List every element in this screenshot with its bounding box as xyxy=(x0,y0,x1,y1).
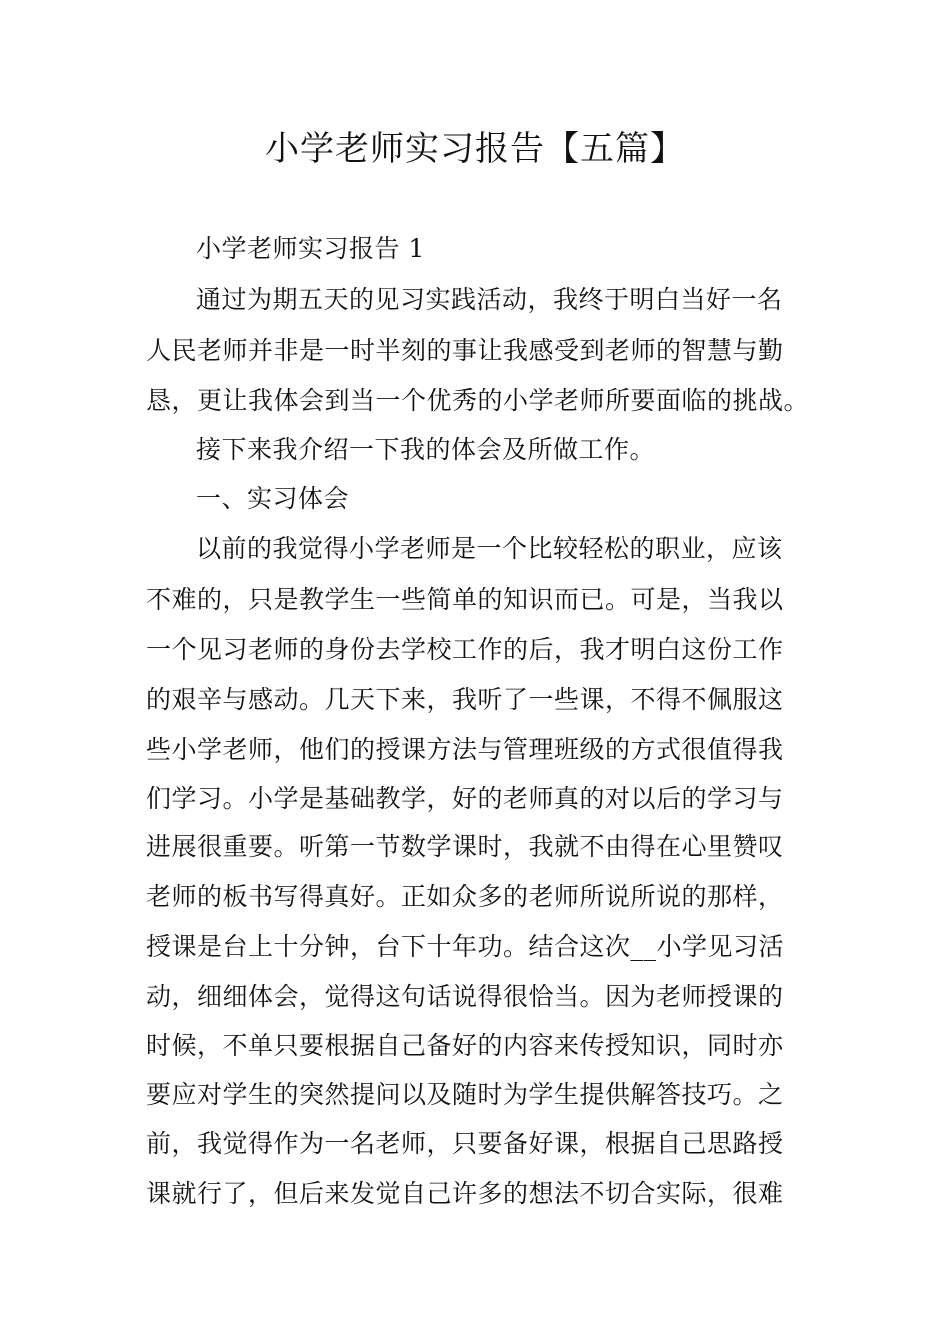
paragraph-line: 以前的我觉得小学老师是一个比较轻松的职业，应该 xyxy=(196,534,783,563)
paragraph-line: 课就行了，但后来发觉自己许多的想法不切合实际，很难 xyxy=(146,1179,784,1208)
document-title: 小学老师实习报告【五篇】 xyxy=(265,129,685,169)
paragraph-line: 人民老师并非是一时半刻的事让我感受到老师的智慧与勤 xyxy=(146,336,784,365)
paragraph-line: 前，我觉得作为一名老师，只要备好课，根据自己思路授 xyxy=(146,1129,784,1158)
paragraph-line: 们学习。小学是基础教学，好的老师真的对以后的学习与 xyxy=(146,784,784,813)
paragraph-line: 恳，更让我体会到当一个优秀的小学老师所要面临的挑战。 xyxy=(146,386,810,415)
paragraph-line: 老师的板书写得真好。正如众多的老师所说所说的那样， xyxy=(146,882,784,911)
subsection-heading: 一、实习体会 xyxy=(196,484,350,513)
paragraph-line: 的艰辛与感动。几天下来，我听了一些课，不得不佩服这 xyxy=(146,685,784,714)
paragraph-line: 不难的，只是教学生一些简单的知识而已。可是，当我以 xyxy=(146,585,784,614)
paragraph-line: 接下来我介绍一下我的体会及所做工作。 xyxy=(196,435,656,464)
paragraph-line: 一个见习老师的身份去学校工作的后，我才明白这份工作 xyxy=(146,635,784,664)
section-heading: 小学老师实习报告 1 xyxy=(196,234,425,263)
paragraph-line: 些小学老师，他们的授课方法与管理班级的方式很值得我 xyxy=(146,735,784,764)
paragraph-line: 动，细细体会，觉得这句话说得很恰当。因为老师授课的 xyxy=(146,982,784,1011)
paragraph-line: 进展很重要。听第一节数学课时，我就不由得在心里赞叹 xyxy=(146,832,784,861)
paragraph-line: 通过为期五天的见习实践活动，我终于明白当好一名 xyxy=(196,285,783,314)
paragraph-line: 时候，不单只要根据自己备好的内容来传授知识，同时亦 xyxy=(146,1031,784,1060)
paragraph-line: 要应对学生的突然提问以及随时为学生提供解答技巧。之 xyxy=(146,1080,784,1109)
paragraph-line: 授课是台上十分钟，台下十年功。结合这次__小学见习活 xyxy=(146,932,785,961)
